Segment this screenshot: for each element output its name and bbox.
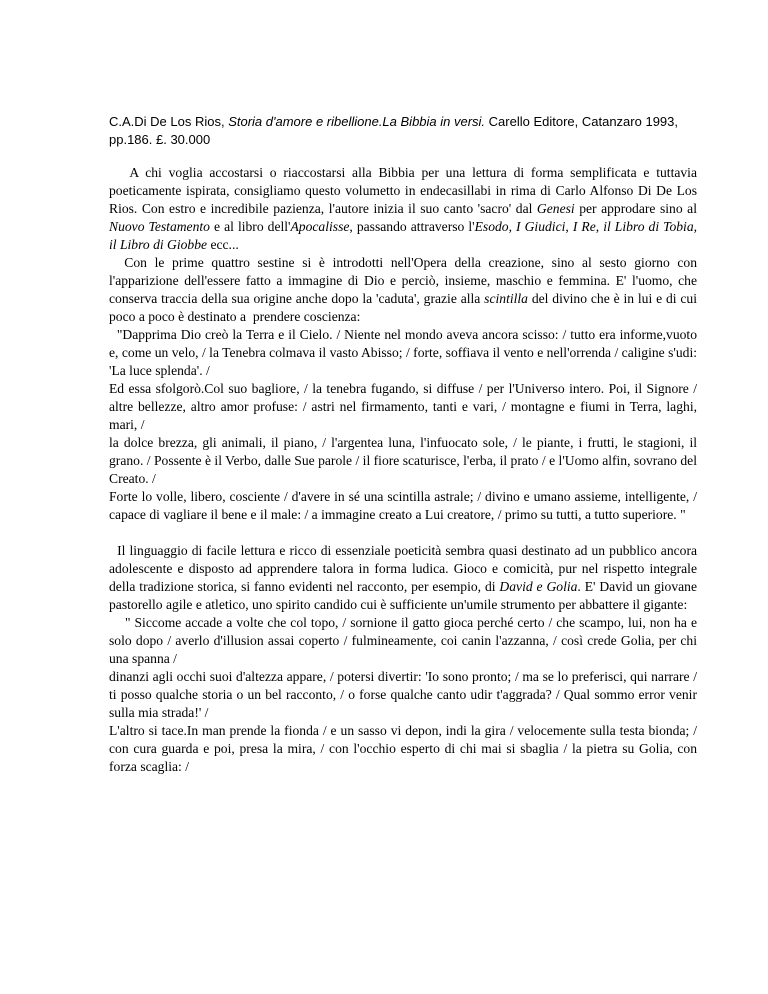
- text: ,: [565, 219, 573, 234]
- document-page: [109, 113, 701, 776]
- book-name: Esodo: [474, 219, 509, 234]
- text: Il linguaggio di facile lettura e ricco di essenziale poeticità sembra quasi destinato ad un pubblico ancora adolescente e disposto ad apprendere talora in forma ludica. Gioco e comicità, pur nel rispetto integrale della tradizione storica, si fanno evidenti nel racconto, per esempio, di: [109, 543, 701, 594]
- paragraph-intro: [109, 164, 701, 254]
- text: , passando attraverso l': [349, 219, 475, 234]
- emphasis: scintilla: [484, 291, 528, 306]
- quote-stanza-5: " Siccome accade a volte che col topo, / sornione il gatto gioca perché certo / che scampo, lui, non ha e solo dopo / averlo d'illusion assai coperto / fulmineamente, coi canin l'azzanna, / così crede Golia, per chi una spanna /: [109, 615, 701, 666]
- text: ecc...: [207, 237, 239, 252]
- text: e al libro dell': [209, 219, 291, 234]
- citation-publisher: Carello Editore, Catanzaro 1993, pp.186. £. 30.000: [109, 114, 678, 147]
- book-name: Nuovo Testamento: [109, 219, 210, 234]
- quote-stanza-2: Ed essa sfolgorò.Col suo bagliore, / la tenebra fugando, si diffuse / per l'Universo intero. Poi, il Signore / altre bellezze, altro amor profuse: / astri nel firmamento, tanti e vari, / montagne e fiumi in Terra, laghi, mari, /: [109, 381, 697, 432]
- paragraph-language: [109, 542, 701, 614]
- book-name: Apocalisse: [290, 219, 350, 234]
- text: A chi voglia accostarsi o riaccostarsi alla Bibbia per una lettura di forma semplificata e tuttavia poeticamente ispirata, consigliamo questo volumetto in endecasillabi in rima di Carlo Alfonso Di De Los Rios. Con estro e incredibile pazienza, l'autore inizia il suo canto 'sacro' dal: [109, 165, 701, 216]
- quote-stanza-7: L'altro si tace.In man prende la fionda / e un sasso vi depon, indi la gira / velocemente sulla testa bionda; / con cura guarda e poi, presa la mira, / con l'occhio esperto di chi mai si sbaglia / la pietra su Golia, con forza scaglia: /: [109, 723, 697, 774]
- quote-stanza-3: la dolce brezza, gli animali, il piano, / l'argentea luna, l'infuocato sole, / le piante, i frutti, le stagioni, il grano. / Possente è il Verbo, dalle Sue parole / il fiore scaturisce, l'erba, il prato / e l'Uomo alfin, sovrano del Creato. /: [109, 435, 697, 486]
- book-name: I Re: [572, 219, 596, 234]
- text: Con le prime quattro sestine si è introdotti nell'Opera della creazione, sino al sesto giorno con l'apparizione dell'essere fatto a immagine di Dio e perciò, insieme, maschio e femmina. E' l'uomo, che conserva traccia della sua origine anche dopo la 'caduta', grazie alla: [109, 255, 701, 306]
- book-citation: [109, 113, 697, 149]
- text: per approdare sino al: [574, 201, 701, 216]
- quote-stanza-6: dinanzi agli occhi suoi d'altezza appare, / potersi divertir: 'Io sono pronto; / ma se lo preferisci, qui narrare / ti posso qualche storia o un bel racconto, / o forse qualche canto udir t'aggrada? / Qual sommo error venir sulla mia strada!' /: [109, 669, 697, 720]
- text: . E' David un giovane pastorello agile e atletico, uno spirito candido cui è sufficiente un'umile strumento per abbattere il gigante:: [109, 579, 701, 612]
- book-name: I Giudici: [516, 219, 566, 234]
- quote-stanza-1: "Dapprima Dio creò la Terra e il Cielo. / Niente nel mondo aveva ancora scisso: / tutto era informe,vuoto e, come un velo, / la Tenebra colmava il vasto Abisso; / forte, soffiava il vento e nell'orrenda / caligine s'udi: 'La luce splenda'. /: [109, 327, 701, 378]
- citation-author: C.A.Di De Los Rios,: [109, 114, 229, 129]
- paragraph-creation: [109, 254, 701, 326]
- paragraph-gap: [109, 524, 697, 542]
- citation-title: Storia d'amore e ribellione.La Bibbia in versi.: [228, 114, 486, 129]
- text: ,: [508, 219, 517, 234]
- text: ,: [595, 219, 604, 234]
- text: del divino che è in lui e di cui poco a poco è destinato a prendere coscienza:: [109, 291, 701, 324]
- book-name: Genesi: [536, 201, 575, 216]
- book-name: il Libro di Tobia, il Libro di Giobbe: [109, 219, 701, 252]
- emphasis: David e Golia: [499, 579, 578, 594]
- quote-stanza-4: Forte lo volle, libero, cosciente / d'avere in sé una scintilla astrale; / divino e umano assieme, intelligente, / capace di vagliare il bene e il male: / a immagine creato a Lui creatore, / primo su tutti, a tutto superiore. ": [109, 489, 697, 522]
